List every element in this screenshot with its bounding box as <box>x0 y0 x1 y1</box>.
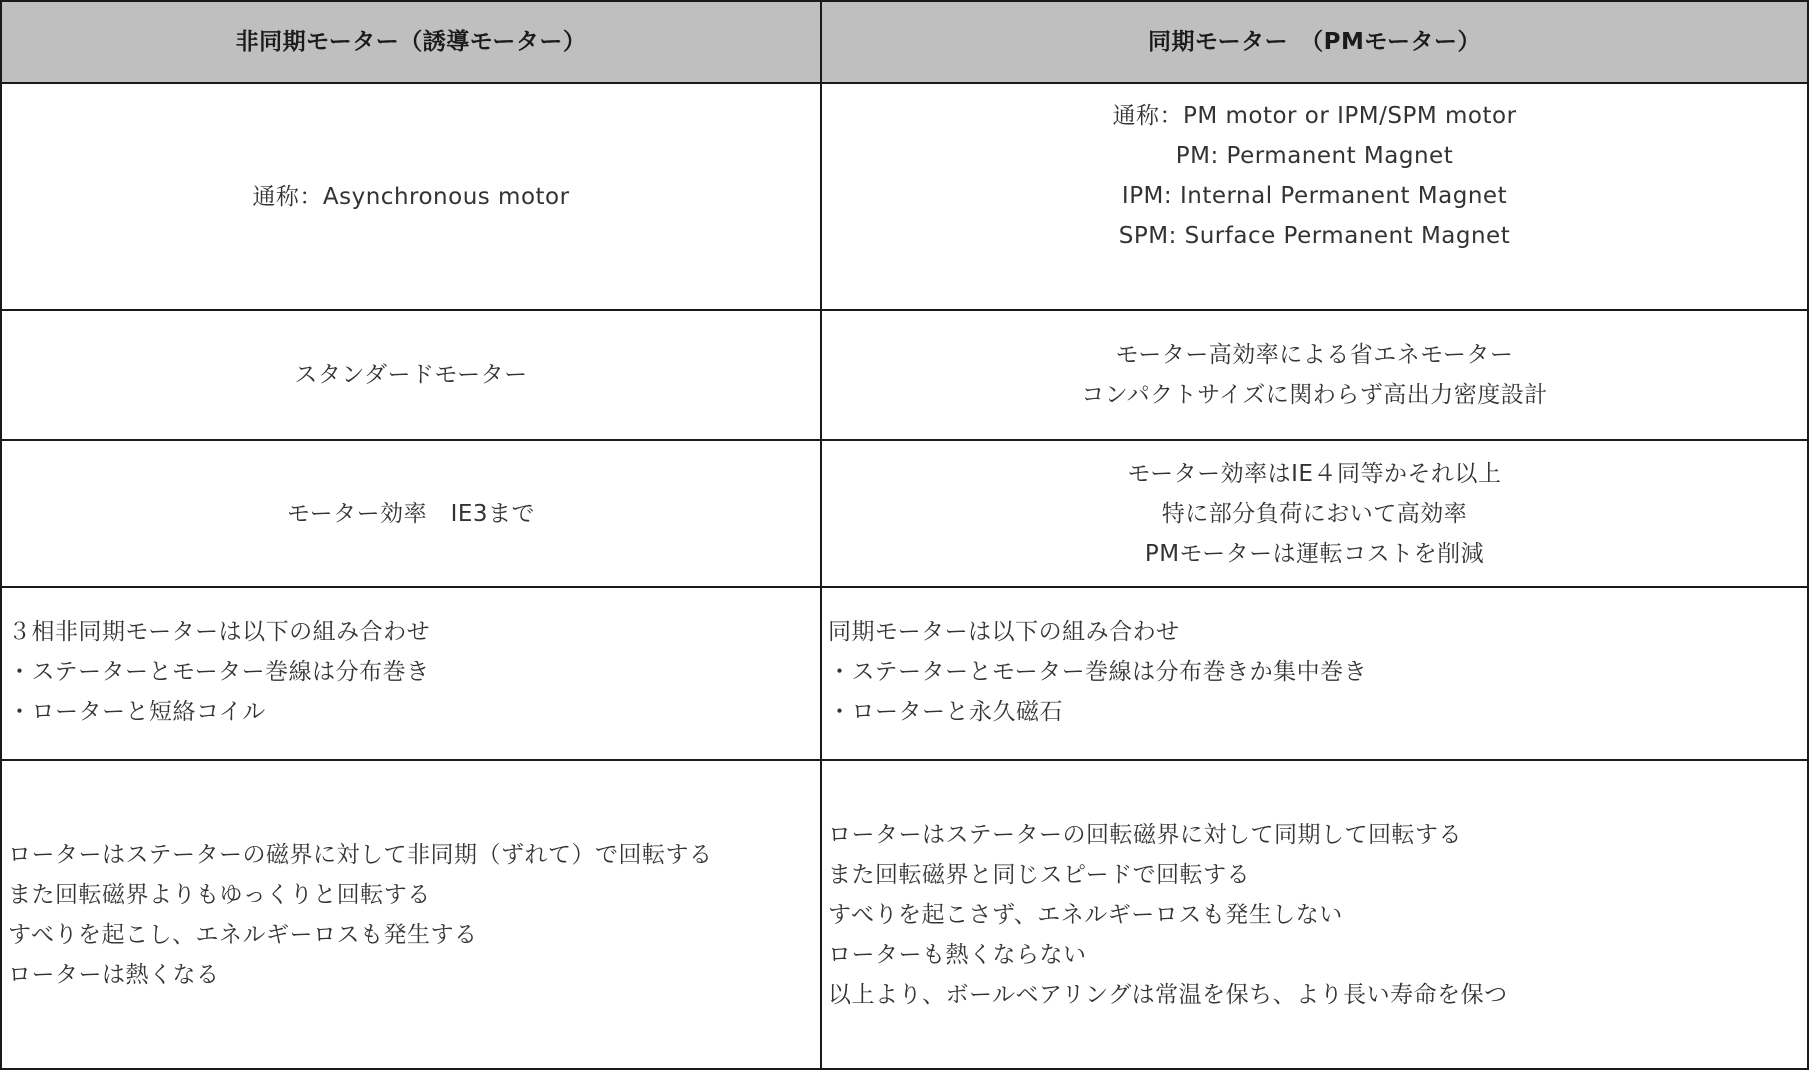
table-cell-sync <box>822 761 1807 1068</box>
table-row <box>2 84 1807 311</box>
table-cell-sync <box>822 311 1807 439</box>
cell-text: すべりを起こさず、エネルギーロスも発生しない <box>828 901 1343 928</box>
cell-text: また回転磁界と同じスピードで回転する <box>828 861 1251 888</box>
table-row <box>2 441 1807 588</box>
header-async-label: 非同期モーター（誘導モーター） <box>235 29 587 55</box>
table-cell-sync <box>822 441 1807 586</box>
table-header-row <box>2 2 1807 84</box>
cell-text: 特に部分負荷において高効率 <box>1161 500 1468 527</box>
table-cell-sync <box>822 588 1807 759</box>
cell-text: SPM: Surface Permanent Magnet <box>1118 223 1511 249</box>
cell-text: すべりを起こし、エネルギーロスも発生する <box>8 921 478 948</box>
cell-text: ・ローターと短絡コイル <box>8 699 266 725</box>
header-cell-async <box>2 2 822 82</box>
table-cell-async <box>2 761 822 1068</box>
cell-text: ・ステーターとモーター巻線は分布巻き <box>8 659 430 685</box>
cell-text: モーター効率 IE3まで <box>286 500 536 527</box>
cell-text: ローターはステーターの回転磁界に対して同期して回転する <box>828 821 1463 848</box>
cell-text: コンパクトサイズに関わらず高出力密度設計 <box>1081 382 1548 408</box>
cell-text: PMモーターは運転コストを削減 <box>1144 540 1485 567</box>
table-cell-async <box>2 84 822 309</box>
cell-text: ローターはステーターの磁界に対して非同期（ずれて）で回転する <box>8 841 713 868</box>
table-cell-async <box>2 311 822 439</box>
cell-text: 以上より、ボールベアリングは常温を保ち、より長い寿命を保つ <box>828 981 1508 1008</box>
cell-text: 通称：PM motor or IPM/SPM motor <box>1112 103 1517 129</box>
table-cell-sync <box>822 84 1807 309</box>
cell-text: モーター効率はIE４同等かそれ以上 <box>1127 460 1502 487</box>
cell-text: ・ローターと永久磁石 <box>828 699 1063 725</box>
cell-text: スタンダードモーター <box>294 362 528 388</box>
table-row <box>2 761 1807 1068</box>
cell-text: また回転磁界よりもゆっくりと回転する <box>8 881 431 908</box>
table-cell-async <box>2 588 822 759</box>
cell-text: ・ステーターとモーター巻線は分布巻きか集中巻き <box>828 659 1368 685</box>
cell-text: IPM: Internal Permanent Magnet <box>1121 183 1508 209</box>
cell-text: ３相非同期モーターは以下の組み合わせ <box>8 619 431 645</box>
cell-text: モーター高効率による省エネモーター <box>1115 342 1514 368</box>
cell-text: PM: Permanent Magnet <box>1175 143 1454 169</box>
cell-text: 同期モーターは以下の組み合わせ <box>828 619 1180 645</box>
cell-text: 通称：Asynchronous motor <box>252 183 570 210</box>
header-sync-label: 同期モーター （PMモーター） <box>1148 29 1481 55</box>
cell-text: ローターは熱くなる <box>8 961 220 988</box>
cell-text: ローターも熱くならない <box>828 941 1087 968</box>
header-cell-sync <box>822 2 1807 82</box>
table-row <box>2 311 1807 441</box>
table-row <box>2 588 1807 761</box>
table-cell-async <box>2 441 822 586</box>
